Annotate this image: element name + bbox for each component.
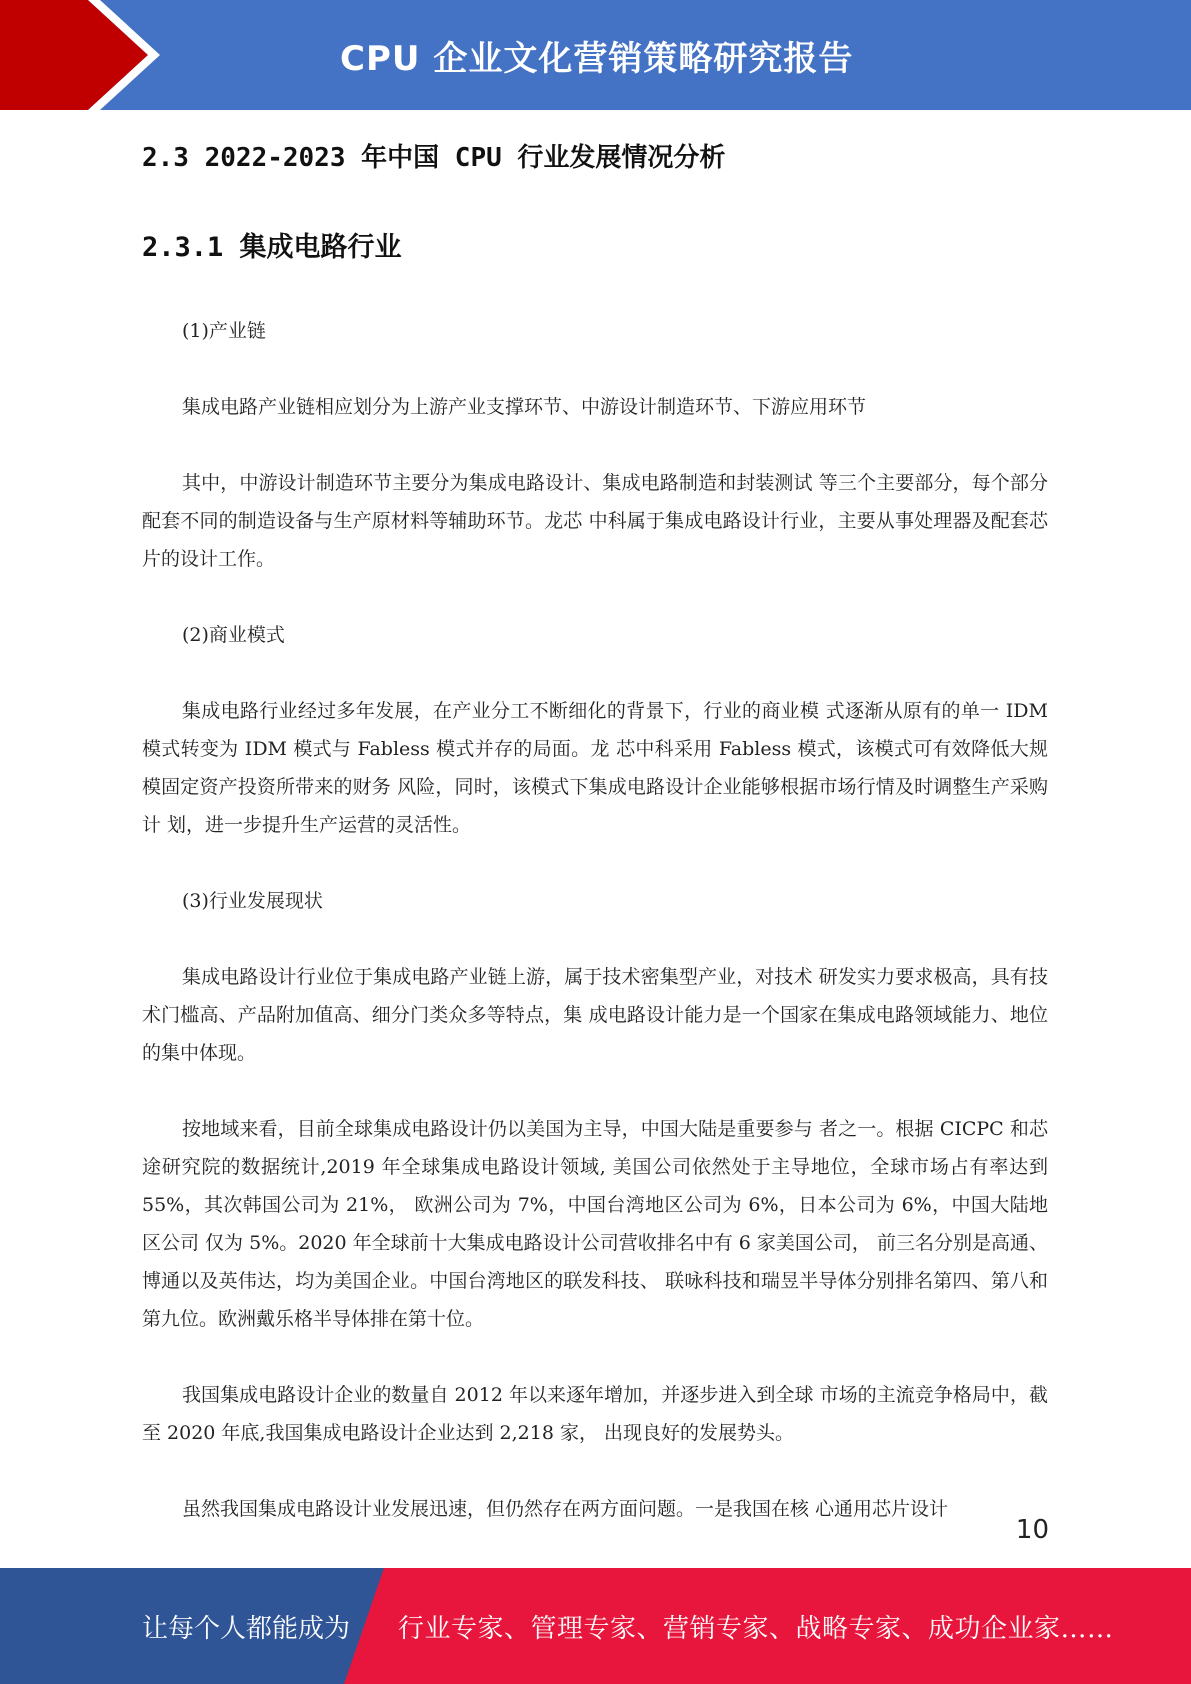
page-footer [0,1568,1191,1684]
paragraph: 其中，中游设计制造环节主要分为集成电路设计、集成电路制造和封装测试 等三个主要部分，每个部分配套不同的制造设备与生产原材料等辅助环节。龙芯 中科属于集成电路设计行业，主要从事处理器及配套芯片的设计工作。 [142,472,1048,570]
report-title: CPU 企业文化营销策略研究报告 [340,38,854,79]
paragraph: 集成电路产业链相应划分为上游产业支撑环节、中游设计制造环节、下游应用环节 [182,396,867,418]
page-number: 10 [1015,1515,1049,1545]
paragraph: 我国集成电路设计企业的数量自 2012 年以来逐年增加，并逐步进入到全球 市场的主流竞争格局中，截至 2020 年底,我国集成电路设计企业达到 2,218 家， 出现良好的发展势头。 [142,1384,1048,1444]
paragraph-status-label: (3)行业发展现状 [182,890,323,912]
page-content [142,120,1048,1528]
paragraph: 集成电路设计行业位于集成电路产业链上游，属于技术密集型产业，对技术 研发实力要求极高，具有技术门槛高、产品附加值高、细分门类众多等特点，集 成电路设计能力是一个国家在集成电路领域能力、地位的集中体现。 [142,966,1048,1064]
paragraph-industry-chain-label: (1)产业链 [182,320,266,342]
paragraph: 集成电路行业经过多年发展，在产业分工不断细化的背景下，行业的商业模 式逐渐从原有的单一 IDM 模式转变为 IDM 模式与 Fabless 模式并存的局面。龙 芯中科采用 Fabless 模式，该模式可有效降低大规模固定资产投资所带来的财务 风险，同时，该模式下集成电路设计企业能够根据市场行情及时调整生产采购计 划，进一步提升生产运营的灵活性。 [142,700,1048,836]
paragraph: 虽然我国集成电路设计业发展迅速，但仍然存在两方面问题。一是我国在核 心通用芯片设计 [182,1498,949,1520]
subsection-heading: 2.3.1 集成电路行业 [142,232,402,263]
page-header [0,0,1191,110]
paragraph: 按地域来看，目前全球集成电路设计仍以美国为主导，中国大陆是重要参与 者之一。根据 CICPC 和芯途研究院的数据统计,2019 年全球集成电路设计领域, 美国公司依然处于主导地位，全球市场占有率达到 55%，其次韩国公司为 21%， 欧洲公司为 7%，中国台湾地区公司为 6%，日本公司为 6%，中国大陆地区公司 仅为 5%。2020 年全球前十大集成电路设计公司营收排名中有 6 家美国公司， 前三名分别是高通、博通以及英伟达，均为美国企业。中国台湾地区的联发科技、 联咏科技和瑞昱半导体分别排名第四、第八和第九位。欧洲戴乐格半导体排在第十位。 [142,1118,1048,1330]
paragraph-business-model-label: (2)商业模式 [182,624,285,646]
footer-slogan-left: 让每个人都能成为 [142,1613,351,1644]
footer-slogan-right: 行业专家、管理专家、营销专家、战略专家、成功企业家…… [398,1613,1114,1644]
section-heading: 2.3 2022-2023 年中国 CPU 行业发展情况分析 [142,143,726,173]
